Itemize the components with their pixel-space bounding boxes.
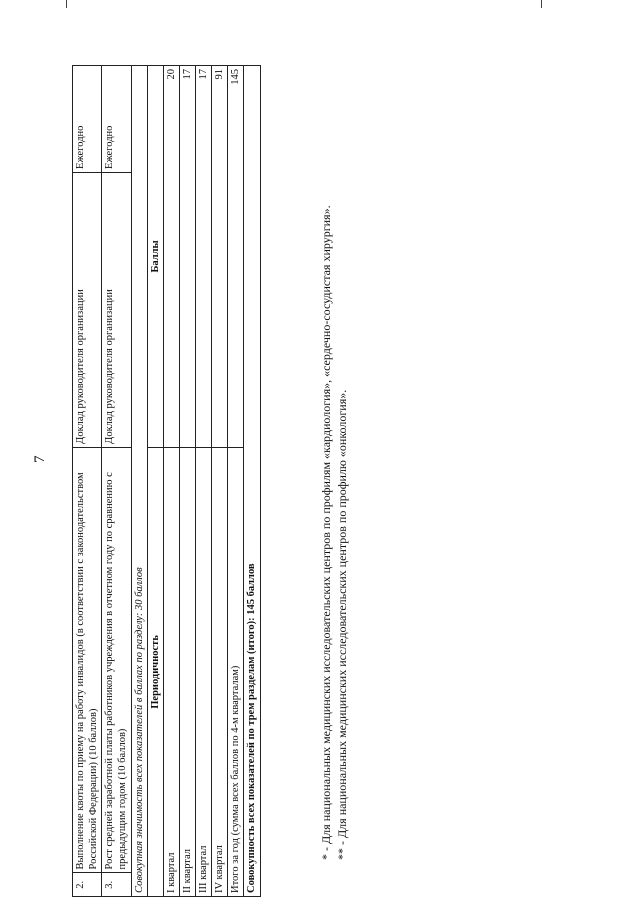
- footnote-oncology: ** - Для национальных медицинских исследовательских центров по профилю «онкология».: [335, 389, 350, 860]
- quarter-label: I квартал: [163, 447, 179, 896]
- periodicity-header: Периодичность: [147, 447, 163, 896]
- year-total-row: [228, 66, 244, 897]
- quarter-label: II квартал: [179, 447, 195, 896]
- points-header: Баллы: [147, 66, 163, 448]
- year-total-label: Итого за год (сумма всех баллов по 4-м кварталам): [228, 447, 244, 896]
- quarter-label: IV квартал: [212, 447, 228, 896]
- quarter-label: III квартал: [196, 447, 212, 896]
- page-number: 7: [32, 455, 48, 463]
- footnote-cardiology: * - Для национальных медицинских исследовательских центров по профилям «кардиология», «сердечно-сосудистая хирургия».: [319, 205, 333, 860]
- quarter-points: 20: [163, 66, 179, 448]
- source-text: Доклад руководителя организации: [102, 172, 131, 447]
- grand-total: Совокупность всех показателей по трем разделам (итого): 145 баллов: [244, 66, 260, 897]
- quarter-points: 91: [212, 66, 228, 448]
- indicators-table: [72, 65, 261, 897]
- footnotes: [318, 80, 350, 860]
- table-row: [163, 66, 179, 897]
- table-row: [212, 66, 228, 897]
- indicator-text: Выполнение квоты по приему на работу инвалидов (в соответствии с законодательством Российской Федерации) (10 баллов): [73, 447, 102, 873]
- period-text: Ежегодно: [102, 66, 131, 173]
- year-total-points: 145: [228, 66, 244, 448]
- table-row: [196, 66, 212, 897]
- score-header-row: [147, 66, 163, 897]
- row-number: 2.: [73, 873, 102, 897]
- grand-total-row: [244, 66, 260, 897]
- section-total: Совокупная значимость всех показателей в баллах по разделу: 30 баллов: [131, 66, 147, 897]
- row-number: 3.: [102, 873, 131, 897]
- table-row: [102, 66, 131, 897]
- period-text: Ежегодно: [73, 66, 102, 173]
- source-text: Доклад руководителя организации: [73, 172, 102, 447]
- table-row: [73, 66, 102, 897]
- quarter-points: 17: [196, 66, 212, 448]
- table-row: [179, 66, 195, 897]
- indicator-text: Рост средней заработной платы работников учреждения в отчетном году по сравнению с предыдущим годом (10 баллов): [102, 447, 131, 873]
- section-total-row: [131, 66, 147, 897]
- quarter-points: 17: [179, 66, 195, 448]
